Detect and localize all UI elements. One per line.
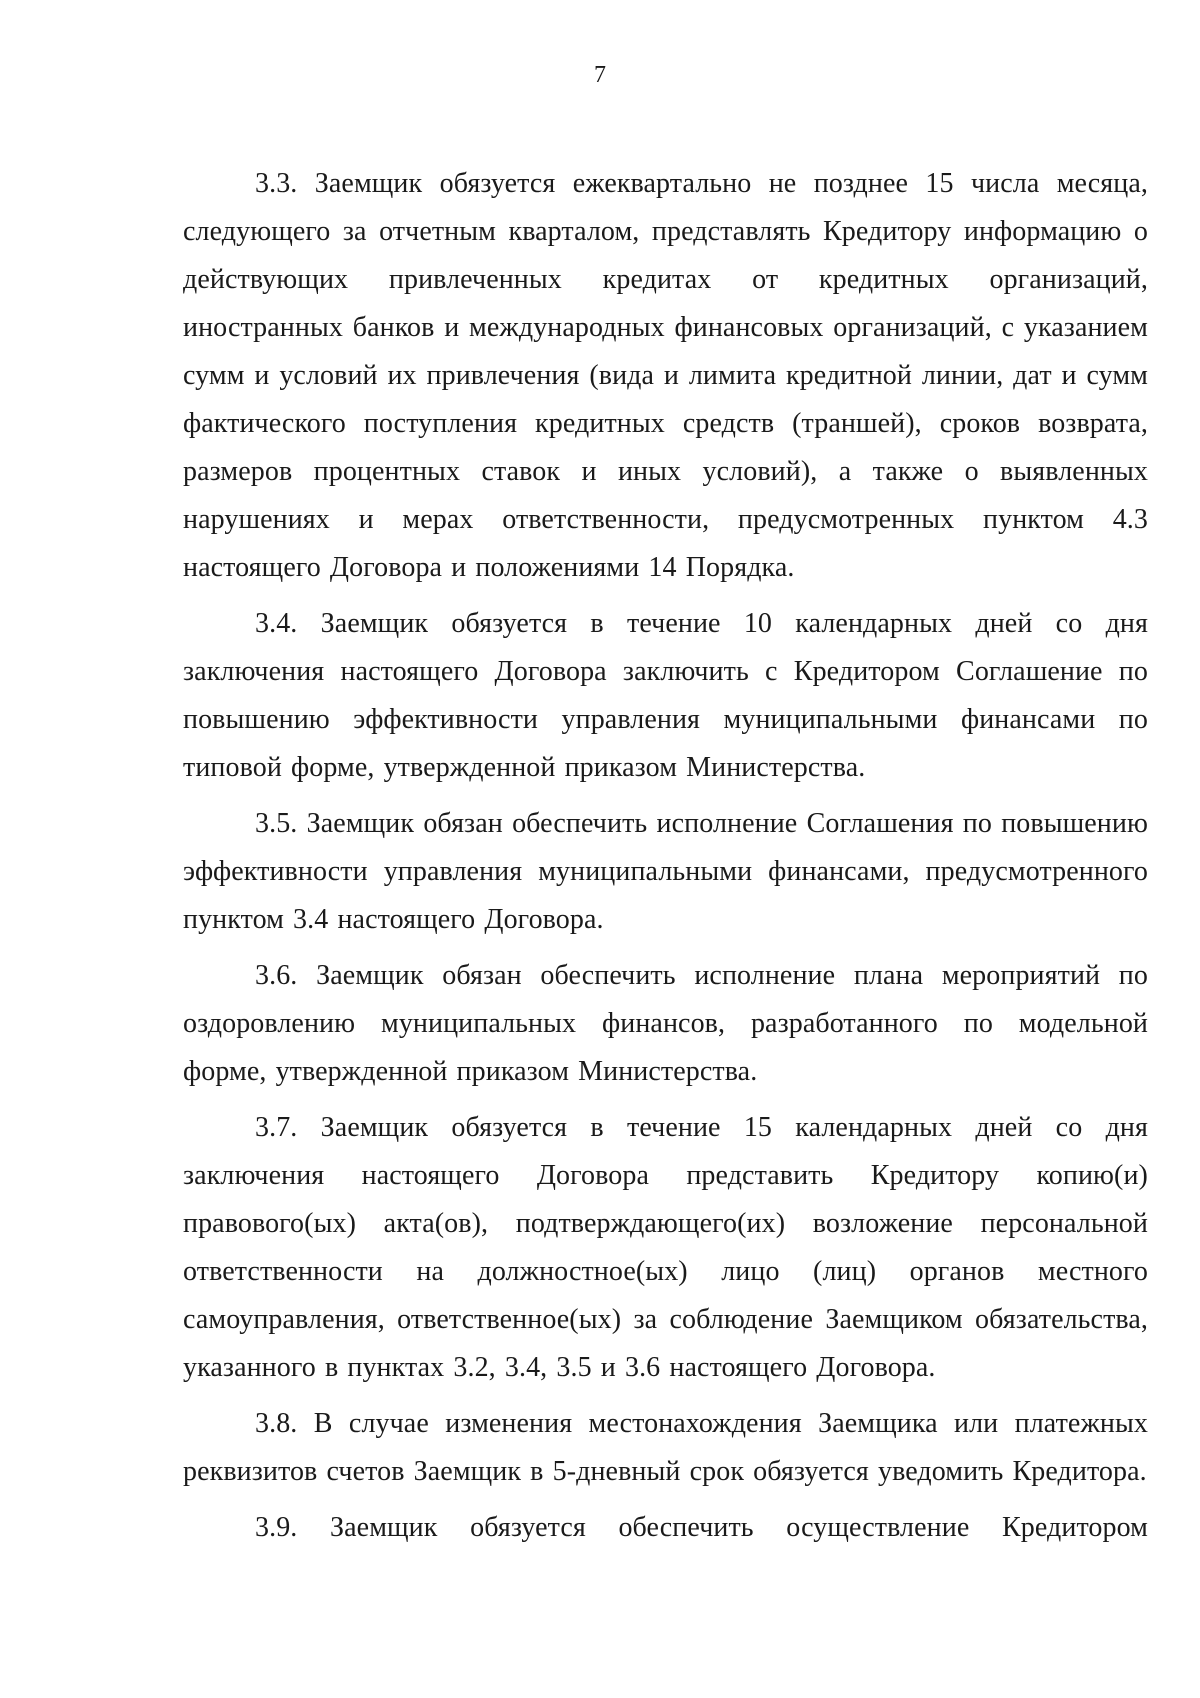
paragraph-3-7: 3.7. Заемщик обязуется в течение 15 календарных дней со дня заключения настоящего Договора представить Кредитору копию(и) правового(ых) акта(ов), подтверждающего(их) возложение персональной ответственности на должностное(ых) лицо (лиц) органов местного самоуправления, ответственное(ых) за соблюдение Заемщиком обязательства, указанного в пунктах 3.2, 3.4, 3.5 и 3.6 настоящего Договора. [183, 1112, 1148, 1383]
paragraph-3-6: 3.6. Заемщик обязан обеспечить исполнение плана мероприятий по оздоровлению муниципальных финансов, разработанного по модельной форме, утвержденной приказом Министерства. [183, 960, 1148, 1087]
paragraph-3-9: 3.9. Заемщик обязуется обеспечить осуществление Кредитором [255, 1512, 1148, 1543]
paragraph-3-8: 3.8. В случае изменения местонахождения Заемщика или платежных реквизитов счетов Заемщик в 5-дневный срок обязуется уведомить Кредитора. [183, 1408, 1148, 1487]
paragraph-3-3: 3.3. Заемщик обязуется ежеквартально не позднее 15 числа месяца, следующего за отчетным кварталом, представлять Кредитору информацию о действующих привлеченных кредитах от кредитных организаций, иностранных банков и международных финансовых организаций, с указанием сумм и условий их привлечения (вида и лимита кредитной линии, дат и сумм фактического поступления кредитных средств (траншей), сроков возврата, размеров процентных ставок и иных условий), а также о выявленных нарушениях и мерах ответственности, предусмотренных пунктом 4.3 настоящего Договора и положениями 14 Порядка. [183, 168, 1148, 583]
paragraph-3-5: 3.5. Заемщик обязан обеспечить исполнение Соглашения по повышению эффективности управления муниципальными финансами, предусмотренного пунктом 3.4 настоящего Договора. [183, 808, 1148, 935]
document-body [183, 160, 1148, 1560]
paragraph-3-4: 3.4. Заемщик обязуется в течение 10 календарных дней со дня заключения настоящего Договора заключить с Кредитором Соглашение по повышению эффективности управления муниципальными финансами по типовой форме, утвержденной приказом Министерства. [183, 608, 1148, 783]
page-number: 7 [594, 62, 606, 88]
